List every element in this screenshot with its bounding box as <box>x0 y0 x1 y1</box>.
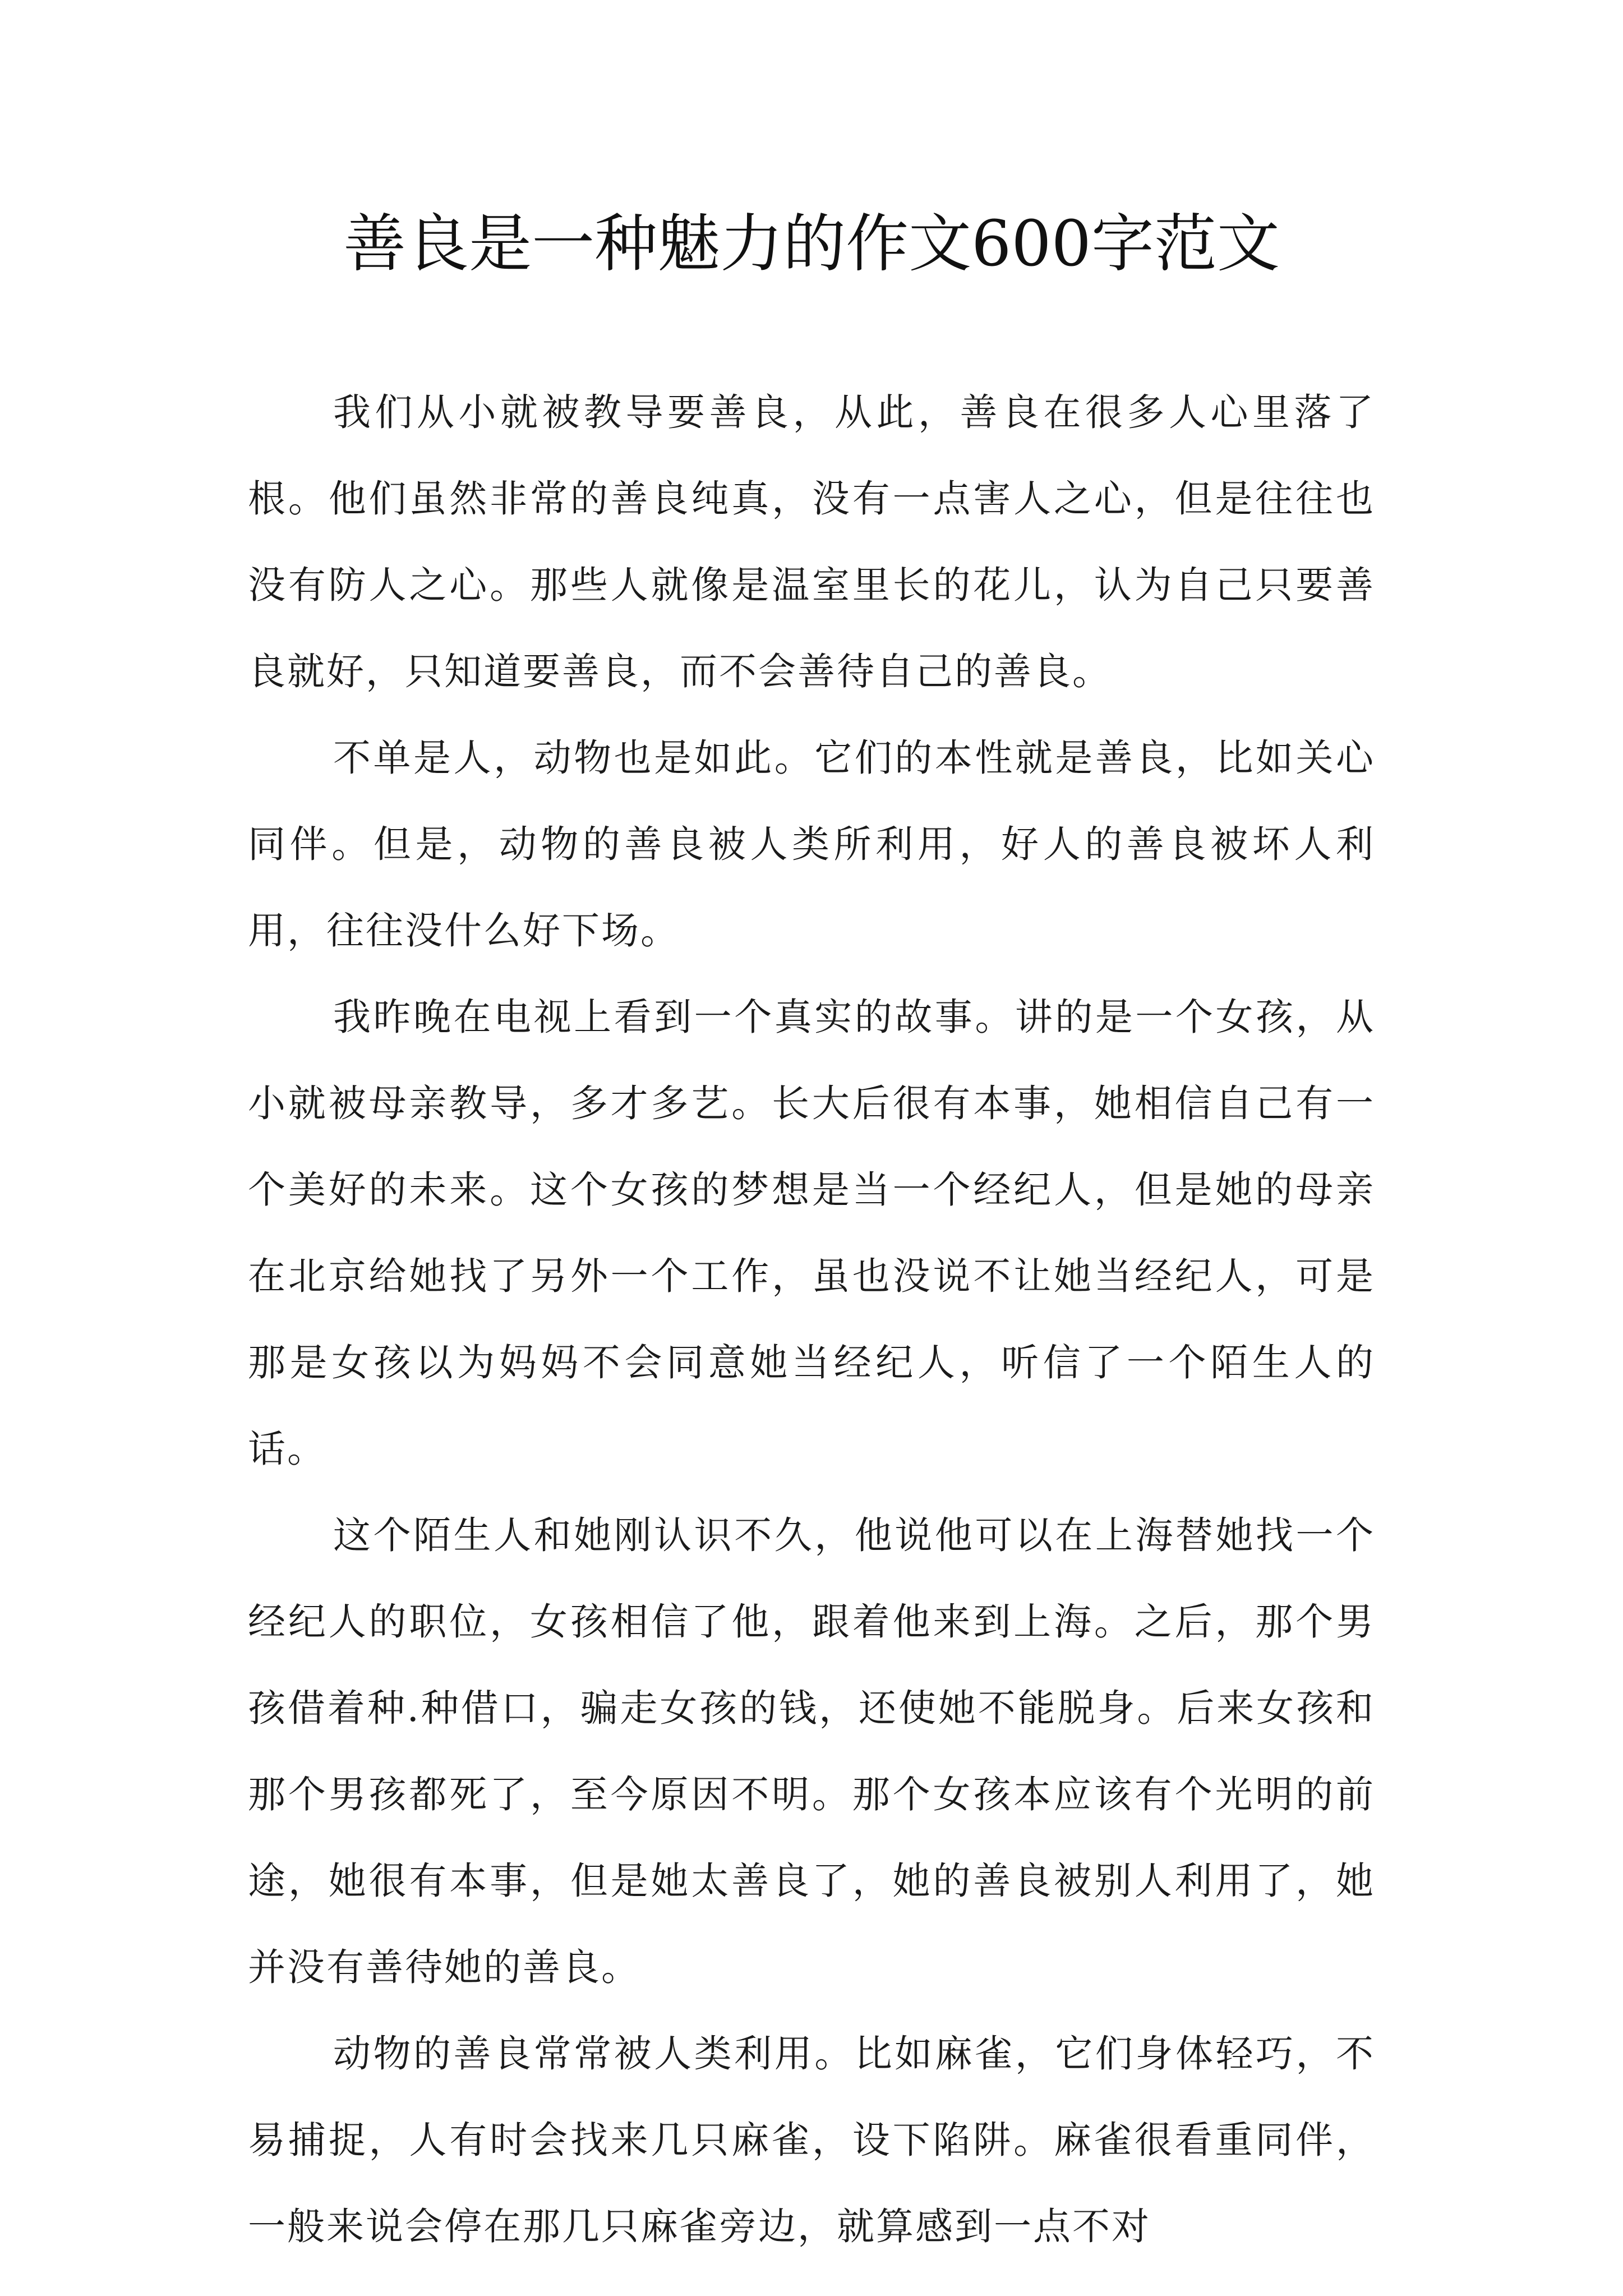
paragraph: 我昨晚在电视上看到一个真实的故事。讲的是一个女孩，从小就被母亲教导，多才多艺。长大后很有本事，她相信自己有一个美好的未来。这个女孩的梦想是当一个经纪人，但是她的母亲在北京给她找了另外一个工作，虽也没说不让她当经纪人，可是那是女孩以为妈妈不会同意她当经纪人，听信了一个陌生人的话。 <box>248 995 1375 1471</box>
document-title: 善良是一种魅力的作文600字范文 <box>343 208 1280 280</box>
document-body <box>248 369 1375 2270</box>
paragraph: 动物的善良常常被人类利用。比如麻雀，它们身体轻巧，不易捕捉，人有时会找来几只麻雀，设下陷阱。麻雀很看重同伴，一般来说会停在那几只麻雀旁边，就算感到一点不对 <box>248 2032 1375 2248</box>
paragraph: 这个陌生人和她刚认识不久，他说他可以在上海替她找一个经纪人的职位，女孩相信了他，跟着他来到上海。之后，那个男孩借着种.种借口，骗走女孩的钱，还使她不能脱身。后来女孩和那个男孩都死了，至今原因不明。那个女孩本应该有个光明的前途，她很有本事，但是她太善良了，她的善良被别人利用了，她并没有善待她的善良。 <box>248 1513 1375 1989</box>
paragraph: 我们从小就被教导要善良，从此，善良在很多人心里落了根。他们虽然非常的善良纯真，没有一点害人之心，但是往往也没有防人之心。那些人就像是温室里长的花儿，认为自己只要善良就好，只知道要善良，而不会善待自己的善良。 <box>248 390 1375 693</box>
paragraph: 不单是人，动物也是如此。它们的本性就是善良，比如关心同伴。但是，动物的善良被人类所利用，好人的善良被坏人利用，往往没什么好下场。 <box>248 736 1375 953</box>
